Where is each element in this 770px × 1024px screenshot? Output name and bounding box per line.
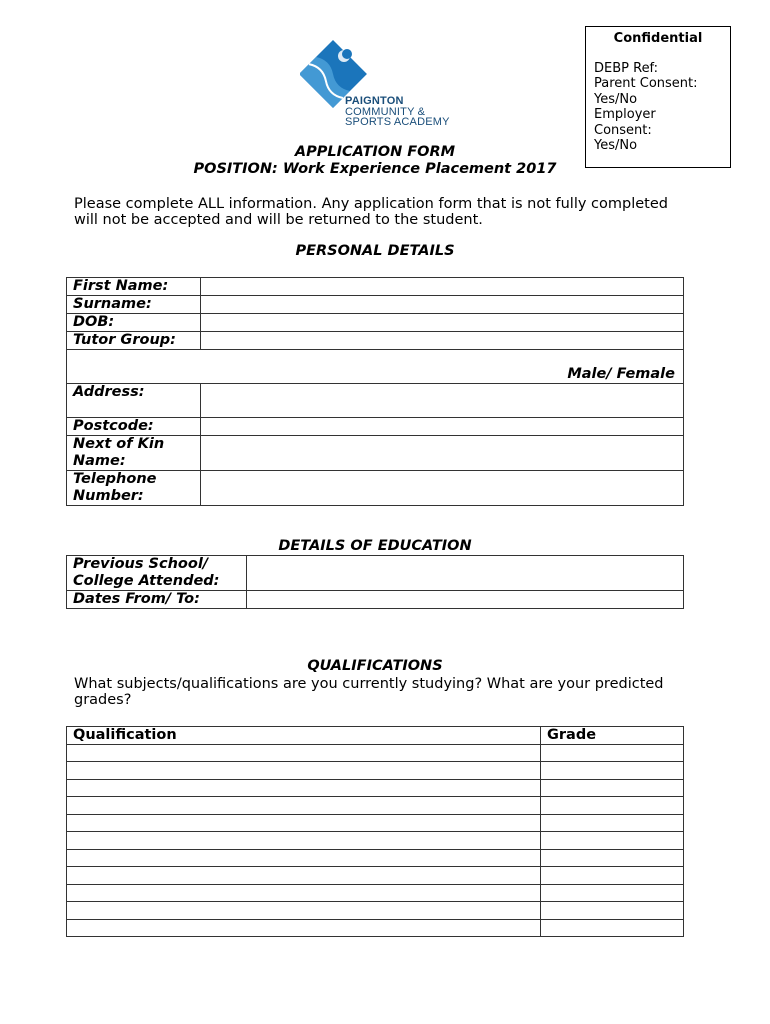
previous-school-field[interactable] [247,556,684,591]
table-row [67,797,684,815]
qualification-cell[interactable] [67,814,541,832]
tutor-group-field[interactable] [201,332,684,350]
confidential-title: Confidential [613,31,703,46]
address-field[interactable] [201,384,684,418]
gender-field[interactable]: Male/ Female [67,350,684,384]
grade-cell[interactable] [541,797,684,815]
debp-ref-label: DEBP Ref: [594,60,659,76]
qualification-cell[interactable] [67,884,541,902]
form-title: APPLICATION FORM [294,144,456,160]
dob-label: DOB: [67,314,201,332]
qualification-cell[interactable] [67,849,541,867]
personal-details-heading: PERSONAL DETAILS [295,243,455,259]
surname-field[interactable] [201,296,684,314]
academy-name-line-3: SPORTS ACADEMY [345,116,450,128]
dates-field[interactable] [247,591,684,609]
qualification-cell[interactable] [67,779,541,797]
academy-name-line-1: PAIGNTON [345,95,404,107]
education-table [66,555,684,609]
table-row [67,867,684,885]
qualification-cell[interactable] [67,832,541,850]
grade-cell[interactable] [541,902,684,920]
qualification-cell[interactable] [67,867,541,885]
personal-details-table [66,277,684,506]
qualification-cell[interactable] [67,744,541,762]
intro-text: Please complete ALL information. Any application form that is not fully completed will not be accepted and will be returned to the student. [74,196,668,228]
qualification-cell[interactable] [67,902,541,920]
table-row [67,814,684,832]
grade-cell[interactable] [541,814,684,832]
employer-label: Employer [594,107,656,122]
surname-label: Surname: [67,296,201,314]
dob-field[interactable] [201,314,684,332]
table-row [67,919,684,937]
qualifications-question: What subjects/qualifications are you currently studying? What are your predicted grades? [74,676,664,708]
table-row [67,744,684,762]
telephone-label: Telephone Number: [67,471,201,506]
education-heading: DETAILS OF EDUCATION [278,538,472,554]
qualifications-heading: QUALIFICATIONS [307,658,443,674]
grade-cell[interactable] [541,762,684,780]
table-row [67,832,684,850]
next-of-kin-label: Next of Kin Name: [67,436,201,471]
postcode-label: Postcode: [67,418,201,436]
qualification-cell[interactable] [67,919,541,937]
grade-cell[interactable] [541,832,684,850]
grade-cell[interactable] [541,884,684,902]
first-name-field[interactable] [201,278,684,296]
previous-school-label: Previous School/ College Attended: [67,556,247,591]
postcode-field[interactable] [201,418,684,436]
address-label: Address: [67,384,201,418]
grade-cell[interactable] [541,867,684,885]
parent-consent-value: Yes/No [594,91,638,107]
consent-label: Consent: [594,122,652,138]
next-of-kin-field[interactable] [201,436,684,471]
grade-cell[interactable] [541,919,684,937]
qualification-cell[interactable] [67,797,541,815]
dates-label: Dates From/ To: [67,591,247,609]
telephone-field[interactable] [201,471,684,506]
form-subtitle: POSITION: Work Experience Placement 2017 [193,161,557,177]
academy-name [345,96,450,128]
employer-consent-value: Yes/No [594,138,638,153]
table-row [67,762,684,780]
qualification-cell[interactable] [67,762,541,780]
parent-consent-label: Parent Consent: [594,76,698,91]
tutor-group-label: Tutor Group: [67,332,201,350]
grade-cell[interactable] [541,849,684,867]
table-row [67,779,684,797]
table-row [67,849,684,867]
grade-column-header: Grade [541,727,684,745]
qualifications-table [66,726,684,937]
qualification-column-header: Qualification [67,727,541,745]
table-row [67,902,684,920]
table-row [67,884,684,902]
first-name-label: First Name: [67,278,201,296]
grade-cell[interactable] [541,744,684,762]
academy-name-line-2: COMMUNITY & [345,105,426,118]
grade-cell[interactable] [541,779,684,797]
